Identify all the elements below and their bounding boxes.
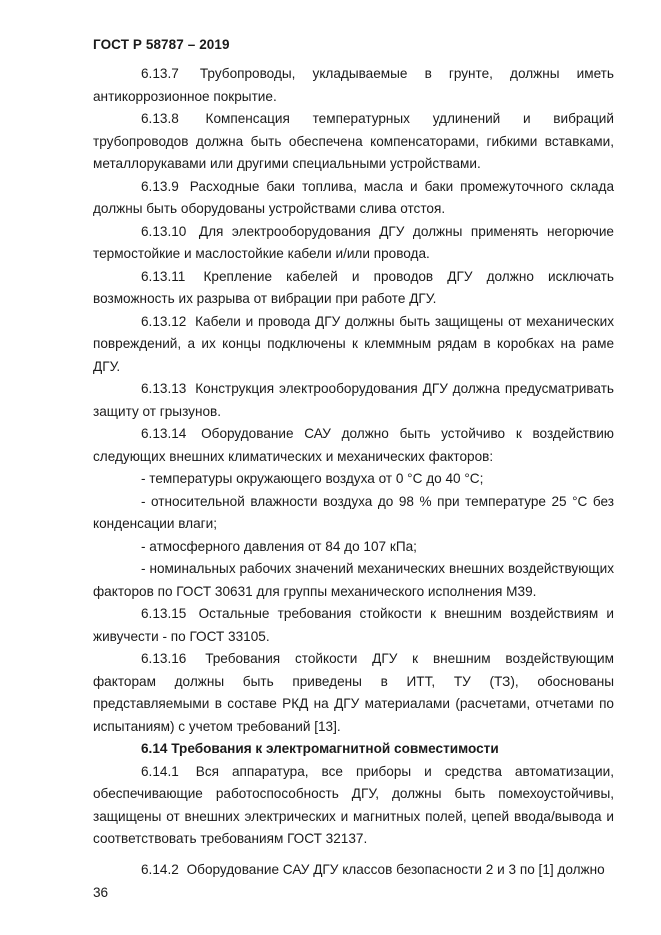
clause-text: Вся аппаратура, все приборы и средства автоматизации, обеспечивающие работоспособность ДГУ, должны быть помехоустойчивы, защищены от внешних электрических и магнитных полей, цепей ввода/вывода и соответствовать требованиям ГОСТ 32137.	[93, 763, 614, 846]
clause-text: Оборудование САУ должно быть устойчиво к воздействию следующих внешних климатических и механических факторов:	[93, 426, 615, 464]
clause-text: Конструкция электрооборудования ДГУ должна предусматривать защиту от грызунов.	[93, 381, 615, 419]
clause-number: 6.13.9	[141, 178, 179, 194]
clause-number: 6.13.7	[141, 66, 179, 81]
clause-number: 6.13.11	[141, 268, 186, 284]
clause-number: 6.13.8	[141, 111, 179, 126]
clause-6-14-2	[93, 859, 614, 882]
clause-number: 6.13.16	[141, 651, 187, 666]
clause-6-13-10	[93, 221, 614, 266]
list-item-text: - номинальных рабочих значений механических внешних воздействующих факторов по ГОСТ 30631 для группы механического исполнения М39.	[93, 561, 614, 599]
document-body	[93, 63, 614, 881]
clause-number: 6.13.13	[141, 381, 187, 396]
list-item-pressure	[93, 536, 614, 559]
list-item-text: - относительной влажности воздуха до 98 % при температуре 25 °С без конденсации влаги;	[93, 493, 614, 531]
clause-number: 6.13.14	[141, 426, 187, 441]
clause-number: 6.13.10	[141, 223, 187, 239]
section-heading-6-14: 6.14 Требования к электромагнитной совместимости	[141, 741, 499, 756]
clause-text: Для электрооборудования ДГУ должны применять негорючие термостойкие и маслостойкие кабели и/или провода.	[93, 223, 614, 261]
clause-number: 6.13.12	[141, 313, 187, 329]
clause-6-13-16	[93, 648, 614, 738]
clause-number: 6.13.15	[141, 606, 187, 621]
list-item-temperature	[93, 468, 614, 491]
clause-6-14-1	[93, 761, 614, 851]
page-number: 36	[93, 885, 109, 900]
clause-6-13-13	[93, 378, 614, 423]
document-header: ГОСТ Р 58787 – 2019	[93, 37, 230, 52]
list-item-humidity	[93, 491, 614, 536]
clause-text: Кабели и провода ДГУ должны быть защищены от механических повреждений, а их концы подключены к клеммным рядам в коробках на раме ДГУ.	[93, 313, 614, 374]
list-item-text: - температуры окружающего воздуха от 0 °С до 40 °С;	[141, 471, 484, 486]
clause-6-13-7	[93, 63, 614, 108]
clause-text: Расходные баки топлива, масла и баки промежуточного склада должны быть оборудованы устройствами слива отстоя.	[93, 178, 615, 216]
clause-6-13-8	[93, 108, 614, 176]
clause-text: Остальные требования стойкости к внешним воздействиям и живучести - по ГОСТ 33105.	[93, 606, 614, 644]
clause-text: Компенсация температурных удлинений и вибраций трубопроводов должна быть обеспечена компенсаторами, гибкими вставками, металлорукавами или другими специальными устройствами.	[93, 111, 614, 171]
clause-text: Трубопроводы, укладываемые в грунте, должны иметь антикоррозионное покрытие.	[93, 66, 614, 104]
clause-6-13-14	[93, 423, 614, 468]
clause-6-13-9	[93, 176, 614, 221]
list-item-mechanical	[93, 558, 614, 603]
clause-number: 6.14.2	[141, 861, 179, 877]
clause-text: Требования стойкости ДГУ к внешним воздействующим факторам должны быть приведены в ИТТ, ТУ (ТЗ), обоснованы представляемыми в составе РКД на ДГУ материалами (расчетами, отчетами по испытаниям) с учетом требований [13].	[93, 651, 614, 734]
clause-number: 6.14.1	[141, 763, 179, 779]
clause-6-13-12	[93, 311, 614, 379]
clause-text: Крепление кабелей и проводов ДГУ должно исключать возможность их разрыва от вибрации при работе ДГУ.	[93, 268, 614, 306]
clause-text: Оборудование САУ ДГУ классов безопасности 2 и 3 по [1] должно	[186, 861, 605, 877]
list-item-text: - атмосферного давления от 84 до 107 кПа;	[141, 538, 417, 554]
clause-6-13-11	[93, 266, 614, 311]
clause-6-13-15	[93, 603, 614, 648]
